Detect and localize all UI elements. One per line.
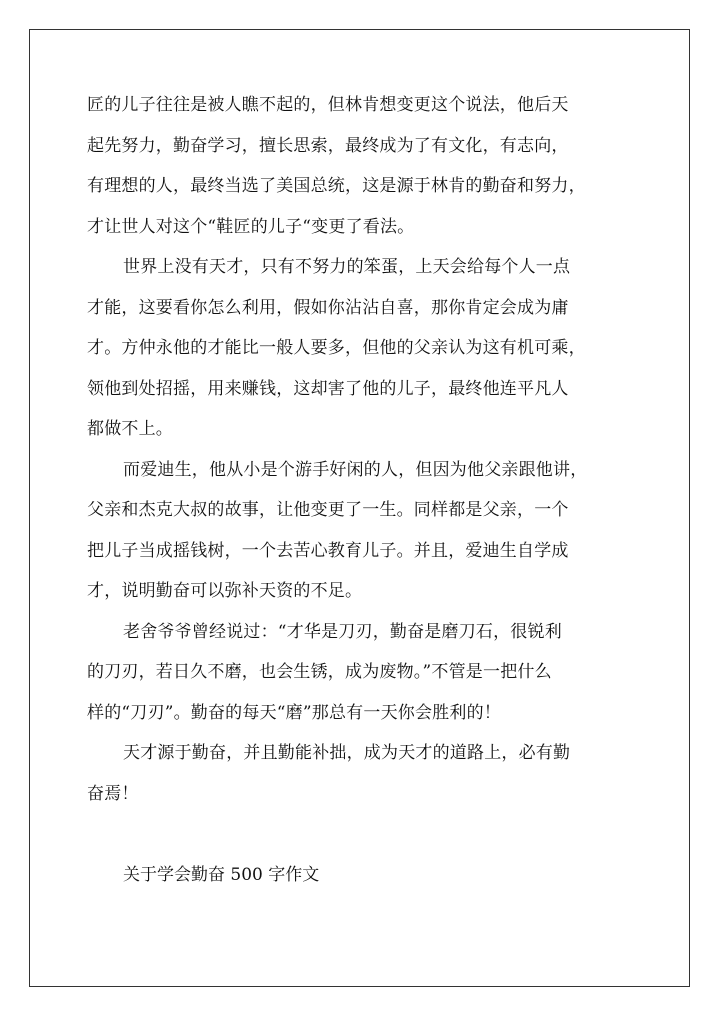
text-line: 父亲和杰克大叔的故事，让他变更了一生。同样都是父亲，一个 — [87, 500, 569, 520]
text-line: 奋焉！ — [87, 783, 139, 804]
text-line: 样的“刀刃”。勤奋的每天“磨”那总有一天你会胜利的！ — [87, 702, 501, 723]
text-line: 有理想的人，最终当选了美国总统，这是源于林肯的勤奋和努力， — [87, 176, 586, 196]
text-line: 天才源于勤奋，并且勤能补拙，成为天才的道路上，必有勤 — [123, 743, 571, 763]
document-body — [87, 85, 635, 895]
article-title: 关于学会勤奋 500 字作文 — [123, 864, 320, 885]
text-line: 而爱迪生，他从小是个游手好闲的人，但因为他父亲跟他讲， — [123, 459, 588, 480]
text-line: 才，说明勤奋可以弥补天资的不足。 — [87, 581, 363, 601]
text-line: 才。方仲永他的才能比一般人要多，但他的父亲认为这有机可乘， — [87, 338, 586, 358]
text-line: 世界上没有天才，只有不努力的笨蛋，上天会给每个人一点 — [123, 257, 571, 277]
text-line: 才让世人对这个“鞋匠的儿子“变更了看法。 — [87, 216, 415, 237]
text-line: 才能，这要看你怎么利用，假如你沾沾自喜，那你肯定会成为庸 — [87, 297, 569, 318]
text-line: 起先努力，勤奋学习，擅长思索，最终成为了有文化，有志向， — [87, 135, 569, 156]
paragraph-spacer — [87, 814, 635, 855]
text-line: 老舍爷爷曾经说过：“才华是刀刃，勤奋是磨刀石，很锐利 — [123, 621, 562, 642]
text-line: 匠的儿子往往是被人瞧不起的，但林肯想变更这个说法，他后天 — [87, 95, 569, 115]
text-line: 都做不上。 — [87, 419, 173, 439]
text-line: 的刀刃，若日久不磨，也会生锈，成为废物。”不管是一把什么 — [87, 662, 552, 682]
text-line: 领他到处招摇，用来赚钱，这却害了他的儿子，最终他连平凡人 — [87, 378, 569, 399]
text-line: 把儿子当成摇钱树，一个去苦心教育儿子。并且，爱迪生自学成 — [87, 540, 569, 561]
